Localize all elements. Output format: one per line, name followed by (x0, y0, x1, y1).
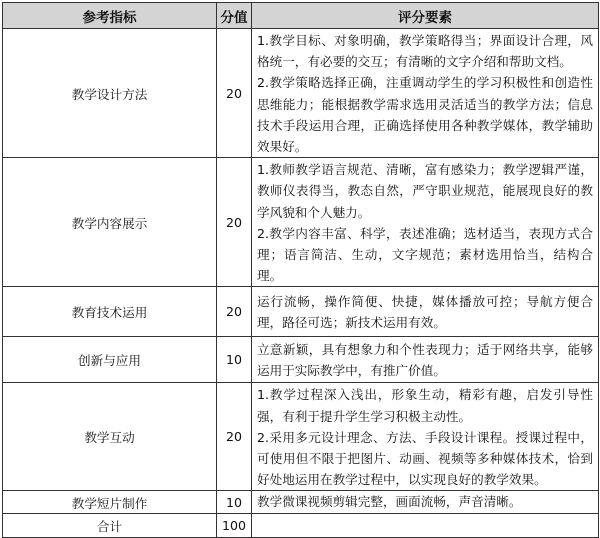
total-score: 100 (217, 513, 252, 537)
criteria-line: 2.教学策略选择正确，注重调动学生的学习积极性和创造性思维能力；能根据教学需求选用灵活适当的教学方法；信息技术手段运用合理，正确选择使用各种教学媒体，教学辅助效果好。 (257, 75, 593, 155)
criteria-line: 运行流畅，操作简便、快捷，媒体播放可控；导航方便合理，路径可选；新技术运用有效。 (257, 293, 593, 330)
score-cell: 10 (217, 337, 252, 383)
table-row (3, 287, 599, 337)
criteria-line: 1.教师教学语言规范、清晰，富有感染力；教学逻辑严谨，教师仪表得当，教态自然，严守职业规范，能展现良好的教学风貌和个人魅力。 (257, 162, 593, 220)
indicator-cell: 教学互动 (3, 383, 217, 491)
criteria-cell (252, 29, 599, 158)
table-row (3, 158, 599, 287)
header-row (3, 3, 599, 29)
score-cell: 20 (217, 29, 252, 158)
header-criteria: 评分要素 (252, 3, 599, 29)
scoring-criteria-table (2, 2, 599, 538)
criteria-cell (252, 337, 599, 383)
score-cell: 10 (217, 491, 252, 513)
indicator-cell: 教学设计方法 (3, 29, 217, 158)
criteria-line: 2.采用多元设计理念、方法、手段设计课程。授课过程中，可使用但不限于把图片、动画、视频等多种媒体技术，恰到好处地运用在教学过程中，以实现良好的教学效果。 (257, 429, 593, 488)
criteria-cell (252, 158, 599, 287)
score-cell: 20 (217, 158, 252, 287)
criteria-line: 1.教学过程深入浅出，形象生动，精彩有趣，启发引导性强，有利于提升学生学习积极主动性。 (257, 387, 593, 424)
criteria-line: 教学微课视频剪辑完整，画面流畅，声音清晰。 (257, 494, 522, 510)
criteria-line: 立意新颖，具有想象力和个性表现力；适于网络共享，能够运用于实际教学中，有推广价值。 (257, 341, 593, 378)
criteria-line: 1.教学目标、对象明确，教学策略得当；界面设计合理，风格统一，有必要的交互；有清晰的文字介绍和帮助文档。 (257, 33, 593, 70)
table-row (3, 29, 599, 158)
criteria-cell (252, 287, 599, 337)
indicator-cell: 教学短片制作 (3, 491, 217, 513)
indicator-cell: 教育技术运用 (3, 287, 217, 337)
criteria-line: 2.教学内容丰富、科学，表述准确；选材适当，表现方式合理；语言简洁、生动，文字规范；素材选用恰当，结构合理。 (257, 225, 593, 284)
table-row (3, 491, 599, 513)
criteria-cell (252, 383, 599, 491)
indicator-cell: 创新与应用 (3, 337, 217, 383)
total-label: 合计 (3, 513, 217, 537)
table-row (3, 337, 599, 383)
score-cell: 20 (217, 287, 252, 337)
total-criteria (252, 513, 599, 537)
indicator-cell: 教学内容展示 (3, 158, 217, 287)
criteria-cell (252, 491, 599, 513)
header-indicator: 参考指标 (3, 3, 217, 29)
table-row (3, 383, 599, 491)
header-score: 分值 (217, 3, 252, 29)
total-row (3, 513, 599, 537)
score-cell: 20 (217, 383, 252, 491)
